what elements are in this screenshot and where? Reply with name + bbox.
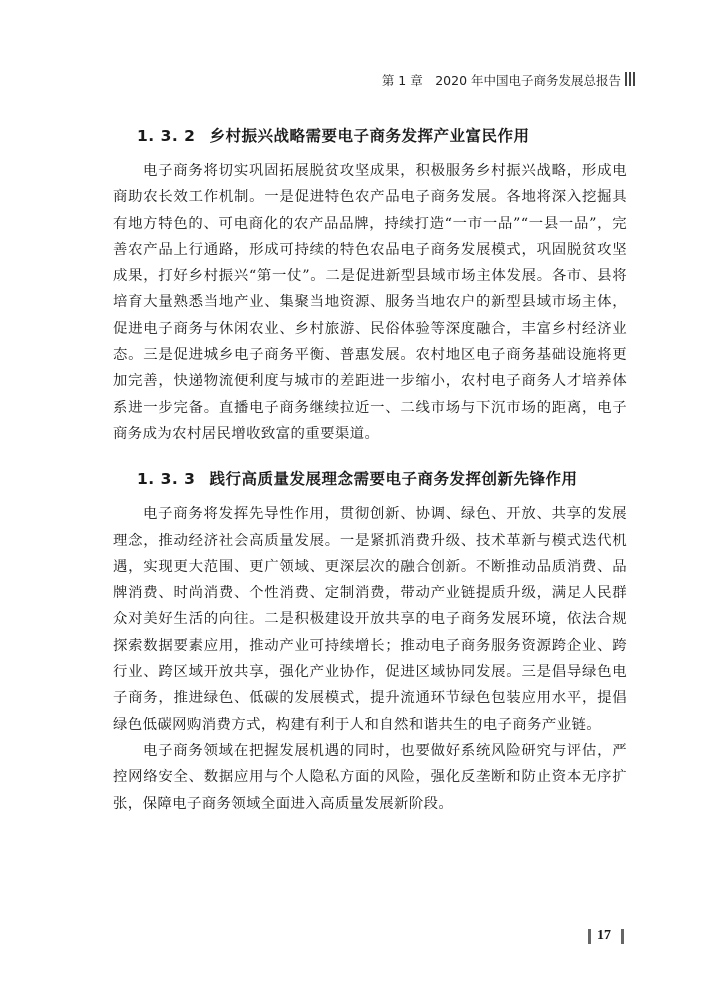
section-number: 1. 3. 2 <box>137 127 196 145</box>
section-number: 1. 3. 3 <box>137 470 196 489</box>
paragraph: 电子商务将发挥先导性作用，贯彻创新、协调、绿色、开放、共享的发展理念，推动经济社会高质量发展。一是紧抓消费升级、技术革新与模式迭代机遇，实现更大范围、更广领域、更深层次的融合创新。不断推动品质消费、品牌消费、时尚消费、个性消费、定制消费，带动产业链提质升级，满足人民群众对美好生活的向往。二是积极建设开放共享的电子商务发展环境，依法合规探索数据要素应用，推动产业可持续增长；推动电子商务服务资源跨企业、跨行业、跨区域开放共享，强化产业协作，促进区域协同发展。三是倡导绿色电子商务，推进绿色、低碳的发展模式，提升流通环节绿色包装应用水平，提倡绿色低碳网购消费方式，构建有利于人和自然和谐共生的电子商务产业链。 <box>113 506 627 733</box>
running-header: 第 1 章 2020 年中国电子商务发展总报告 <box>381 73 621 88</box>
paragraph: 电子商务领域在把握发展机遇的同时，也要做好系统风险研究与评估，严控网络安全、数据应用与个人隐私方面的风险，强化反垄断和防止资本无序扩张，保障电子商务领域全面进入高质量发展新阶段。 <box>113 742 627 812</box>
page-number: 17 <box>597 928 611 943</box>
paragraph: 电子商务将切实巩固拓展脱贫攻坚成果，积极服务乡村振兴战略，形成电商助农长效工作机制。一是促进特色农产品电子商务发展。各地将深入挖掘具有地方特色的、可电商化的农产品品牌，持续打造“一市一品”“一县一品”，完善农产品上行通路，形成可持续的特色农品电子商务发展模式，巩固脱贫攻坚成果，打好乡村振兴“第一仗”。二是促进新型县域市场主体发展。各市、县将培育大量熟悉当地产业、集聚当地资源、服务当地农户的新型县域市场主体，促进电子商务与休闲农业、乡村旅游、民俗体验等深度融合，丰富乡村经济业态。三是促进城乡电子商务平衡、普惠发展。农村地区电子商务基础设施将更加完善，快递物流便利度与城市的差距进一步缩小，农村电子商务人才培养体系进一步完备。直播电子商务继续拉近一、二线市场与下沉市场的距离，电子商务成为农村居民增收致富的重要渠道。 <box>113 163 627 442</box>
section-heading <box>113 124 627 146</box>
page-number-mark-right <box>621 929 624 944</box>
section-title: 乡村振兴战略需要电子商务发挥产业富民作用 <box>209 127 530 145</box>
page-number-mark-left <box>588 929 591 944</box>
section-heading <box>113 467 627 489</box>
section-title: 践行高质量发展理念需要电子商务发挥创新先锋作用 <box>209 470 578 489</box>
header-decoration-icon <box>625 72 635 86</box>
page-content <box>113 118 627 817</box>
